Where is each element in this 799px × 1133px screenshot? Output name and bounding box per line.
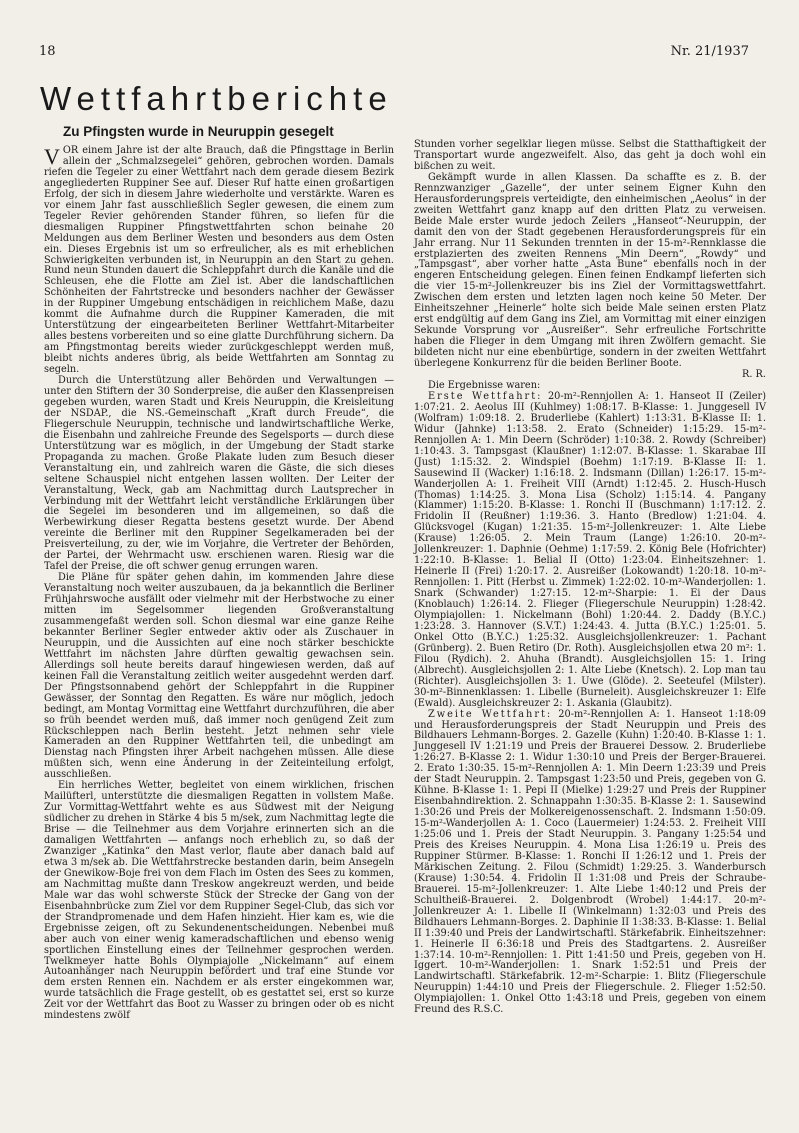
results-second-label: Zweite Wettfahrt: <box>428 708 553 720</box>
results-intro: Die Ergebnisse waren: <box>428 379 541 391</box>
results-first-label: Erste Wettfahrt: <box>428 390 543 402</box>
article-subhead: Zu Pfingsten wurde in Neuruppin gesegelt <box>63 124 334 139</box>
left-column <box>44 146 394 1022</box>
paragraph: Ein herrliches Wetter, begleitet von einem wirklichen, frischen Mailüfterl, unterstützte die diesmaligen Regatten in vollstem Maße. Zur Vormittag-Wettfahrt wehte es aus Südwest mit der Neigung südlicher zu drehen in Stärke 4 bis 5 m/sek, zum Nachmittag legte die Brise — die Teilnehmer aus dem Vorjahre erinnerten sich an die damaligen Wettfahrten — anfangs noch erheblich zu, so daß der Zwanziger „Katinka“ den Mast verlor, flaute aber danach bald auf etwa 3 m/sek ab. Die Wettfahrstrecke bestanden darin, beim Ansegeln der Gnewikow-Boje frei von dem Flach im Osten des Sees zu kommen, am Nachmittag mußte dann Treskow angekreuzt werden, und beide Male war das wohl schwerste Stück der Strecke der Gang von der Eisenbahnbrücke zum Ziel vor dem Ruppiner Segel-Club, das sich vor der Strandpromenade und dem Hafen hinzieht. Hier kam es, wie die Ergebnisse zeigen, oft zu Sekundenentscheidungen. Nebenbei muß aber auch von einer wenig kameradschaftlichen und ebenso wenig sportlichen Einstellung eines der Teilnehmer gesprochen werden. Twelkmeyer hatte Bohls Olympiajolle „Nickelmann“ auf einem Autoanhänger nach Neuruppin befördert und traf eine Stunde vor dem ersten Rennen ein. Nachdem er als erster eingekommen war, wurde tatsächlich die Frage gestellt, ob es gestattet sei, erst so kurze Zeit vor der Wettfahrt das Boot zu Wasser zu bringen oder ob es nicht mindestens zwölf <box>44 780 394 1022</box>
page-number: 18 <box>39 44 56 59</box>
section-headline: Wettfahrtberichte <box>40 80 393 117</box>
paragraph: Durch die Unterstützung aller Behörden und Verwaltungen — unter den Stiftern der 30 Sonderpreise, die außer den Klassenpreisen gegeben wurden, waren Stadt und Kreis Neuruppin, die Kreisleitung der NSDAP., die NS.-Gemeinschaft „Kraft durch Freude“, die Fliegerschule Neuruppin, technische und landwirtschaftliche Werke, die Eisenbahn und zahlreiche Freunde des Segelsports — durch diese Unterstützung war es möglich, in der Umgebung der Stadt starke Propaganda zu machen. Große Plakate luden zum Besuch dieser Veranstaltung ein, und zahlreich waren die Gäste, die sich dieses seltene Schauspiel nicht entgehen lassen wollten. Der Leiter der Veranstaltung, Weck, gab am Nachmittag durch Lautsprecher in Verbindung mit der Wettfahrt leicht verständliche Erklärungen über die Segelei im besonderen und im allgemeinen, so daß die Werbewirkung dieser Regatta bestens gesetzt wurde. Der Abend vereinte die Berliner mit den Ruppiner Segelkameraden bei der Preisverteilung, zu der, wie im Vorjahre, die Vertreter der Behörden, der Partei, der Wehrmacht usw. erschienen waren. Riesig war die Tafel der Preise, die oft schwer genug errungen waren. <box>44 375 394 573</box>
paragraph: VOR einem Jahre ist der alte Brauch, daß die Pfingsttage in Berlin allein der „Schmalzsegelei“ gehören, gebrochen worden. Damals riefen die Tegeler zu einer Wettfahrt nach dem gerade diesem Bezirk angegliederten Ruppiner See auf. Dieser Ruf hatte einen großartigen Erfolg, der sich in diesem Jahre wiederholte und verstärkte. Waren es vor einem Jahr fast ausschließlich Segler gewesen, die einem zum Tegeler Revier gehörenden Stander führen, so liefen für die diesmaligen Ruppiner Pfingstwettfahrten schon beinahe 20 Meldungen aus dem Berliner Westen und besonders aus dem Osten ein. Dieses Ergebnis ist um so erfreulicher, als es mit erheblichen Schwierigkeiten verbunden ist, in Neuruppin an den Start zu gehen. Rund neun Stunden dauert die Schleppfahrt durch die Kanäle und die Schleusen, ehe die Flotte am Ziel ist. Aber die landschaftlichen Schönheiten der Fahrtstrecke und besonders nachher der Gewässer in der Ruppiner Umgebung entschädigen in reichlichem Maße, dazu kommt die Aufnahme durch die Ruppiner Kameraden, die mit Unterstützung der eingearbeiteten Berliner Wettfahrt-Mitarbeiter alles bestens vorbereiten und so eine glatte Durchführung sichern. Da am Pfingstmontag bereits wieder zurückgeschleppt werden muß, bleibt nichts anderes übrig, als beide Wettfahrten am Sonntag zu segeln. <box>44 144 394 376</box>
paragraph: Stunden vorher segelklar liegen müsse. Selbst die Statthaftigkeit der Transportart wurde angezweifelt. Also, das geht ja doch wohl ein bißchen zu weit. <box>414 139 766 172</box>
issue-number: Nr. 21/1937 <box>670 44 749 59</box>
results-second-text: 20-m²-Rennjollen A: 1. Hanseot 1:18:09 und Herausforderungspreis der Stadt Neuruppin und Preis des Bildhauers Lehmann-Borges. 2. Gazelle (Kuhn) 1:20:40. B-Klasse 1: 1. Junggesell IV 1:21:19 und Preis der Brauerei Dessow. 2. Bruderliebe 1:26:27. B-Klasse 2: 1. Widur 1:30:10 und Preis der Berger-Brauerei. 2. Erato 1:30:35. 15-m²-Rennjollen A: 1. Min Deern 1:23:39 und Preis der Stadt Neuruppin. 2. Tampsgast 1:23:50 und Preis, gegeben von G. Kühne. B-Klasse 1: 1. Pepi II (Mielke) 1:29:27 und Preis der Ruppiner Eisenbahndirektion. 2. Schnappahn 1:30:35. B-Klasse 2: 1. Sausewind 1:30:26 und Preis der Molkereigenossenschaft. 2. Indsmann 1:50:09. 15-m²-Wanderjollen A: 1. Coco (Lauermeier) 1:24:53. 2. Freiheit VIII 1:25:06 und 1. Preis der Stadt Neuruppin. 3. Pangany 1:25:54 und Preis des Kreises Neuruppin. 4. Mona Lisa 1:26:19 u. Preis des Ruppiner Stürmer. B-Klasse: 1. Ronchi II 1:26:12 und 1. Preis der Märkischen Zeitung. 2. Filou (Schmidt) 1:29:25. 3. Wanderbursch (Krause) 1:30:54. 4. Fridolin II 1:31:08 und Preis der Schraube-Brauerei. 15-m²-Jollenkreuzer: 1. Alte Liebe 1:40:12 und Preis der Schultheiß-Brauerei. 2. Dolgenbrodt (Wrobel) 1:44:17. 20-m²-Jollenkreuzer A: 1. Libelle II (Winkelmann) 1:32:03 und Preis des Bildhauers Lehmann-Borges. 2. Daphinie II 1:38:33. B-Klasse: 1. Belial II 1:39:40 und Preis der Landwirtschaftl. Stärkefabrik. Einheitszehner: 1. Heinerle II 6:36:18 und Preis des Stadtgartens. 2. Ausreißer 1:37:14. 10-m²-Rennjollen: 1. Pitt 1:41:50 und Preis, gegeben von H. Iggert. 10-m²-Wanderjollen: 1. Snark 1:52:51 und Preis der Landwirtschaftl. Stärkefabrik. 12-m²-Scharpie: 1. Blitz (Fliegerschule Neuruppin) 1:44:10 und Preis der Fliegerschule. 2. Flieger 1:52:50. Olympiajollen: 1. Onkel Otto 1:43:18 und Preis, gegeben von einem Freund des R.S.C. <box>414 708 766 1016</box>
author-signature: R. R. <box>742 369 766 381</box>
paragraph: Die Pläne für später gehen dahin, im kommenden Jahre diese Veranstaltung noch weiter auszubauen, da ja bekanntlich die Berliner Frühjahrswoche ausfällt oder vielmehr mit der Herbstwoche zu einer mitten im Segelsommer liegenden Großveranstaltung zusammengefaßt werden soll. Schon diesmal war eine ganze Reihe bekannter Berliner Segler entweder aktiv oder als Zuschauer in Neuruppin, und die Aussichten auf eine noch stärker beschickte Wettfahrt im nächsten Jahre dürften gewaltig gewachsen sein. Allerdings soll heute bereits darauf hingewiesen werden, daß auf keinen Fall die Veranstaltung zeitlich weiter ausgedehnt werden darf. Der Pfingstsonnabend gehört der Schleppfahrt in die Ruppiner Gewässer, der Sonntag den Regatten. Es wäre nur möglich, jedoch bedingt, am Montag Vormittag eine Wettfahrt durchzuführen, die aber so früh beendet werden muß, daß immer noch genügend Zeit zum Rückschleppen nach Berlin besteht. Jetzt nehmen sehr viele Kameraden an den Ruppiner Wettfahrten teil, die unbedingt am Dienstag nach Pfingsten ihrer Arbeit nachgehen müssen. Alle diese müßten sich, wenn eine Änderung in der Zeiteinteilung erfolgt, ausschließen. <box>44 572 394 781</box>
right-column <box>414 140 766 1016</box>
paragraph: Gekämpft wurde in allen Klassen. Da schaffte es z. B. der Rennzwanziger „Gazelle“, der unter seinem Eigner Kuhn den Herausforderungspreis verteidigte, den einheimischen „Aeolus“ in der zweiten Wettfahrt ganz knapp auf den dritten Platz zu verweisen. Beide Male erster wurde jedoch Zeilers „Hanseot“-Neuruppin, der damit den von der Stadt gegebenen Herausforderungspreis für ein Jahr errang. Nur 11 Sekunden trennten in der 15-m²-Rennklasse die erstplazierten des zweiten Rennens „Min Deern“, „Rowdy“ und „Tampsgast“, aber vorher hatte „Asta Bune“ ebenfalls noch in der engeren Entscheidung gelegen. Einen feinen Endkampf lieferten sich die vier 15-m²-Jollenkreuzer bis ins Ziel der Vormittagswettfahrt. Zwischen dem ersten und letzten lagen noch keine 50 Meter. Der Einheitszehner „Heinerle“ holte sich beide Male seinen ersten Platz erst endgültig auf dem Gang ins Ziel, am Vormittag mit einer einzigen Sekunde Vorsprung vor „Ausreißer“. Sehr erfreuliche Fortschritte haben die Flieger in dem Umgang mit ihren Zwölfern gemacht. Sie bildeten nicht nur eine ebenbürtige, sondern in der zweiten Wettfahrt überlegene Konkurrenz für die beiden Berliner Boote. <box>414 171 766 370</box>
results-second-race <box>414 710 766 1017</box>
dropcap: V <box>44 144 60 169</box>
results-first-race <box>414 392 766 710</box>
results-first-text: 20-m²-Rennjollen A: 1. Hanseot II (Zeiler) 1:07:21. 2. Aeolus III (Kuhlmey) 1:08:17. B-Klasse: 1. Junggesell IV (Wolfram) 1:09:18. 2. Bruderliebe (Kahlert) 1:13:31. B-Klasse II: 1. Widur (Jahnke) 1:13:58. 2. Erato (Schneider) 1:15:29. 15-m²-Rennjollen A: 1. Min Deern (Schröder) 1:10:38. 2. Rowdy (Schreiber) 1:10:43. 3. Tampsgast (Klaußner) 1:12:07. B-Klasse: 1. Skarabae III (Just) 1:15:32. 2. Windspiel (Boehm) 1:17:19. B-Klasse II: 1. Sausewind II (Wacker) 1:16:18. 2. Indsmann (Dillan) 1:26:17. 15-m²-Wanderjollen A: 1. Freiheit VIII (Arndt) 1:12:45. 2. Husch-Husch (Thomas) 1:14:25. 3. Mona Lisa (Scholz) 1:15:14. 4. Pangany (Klammer) 1:15:20. B-Klasse: 1. Ronchi II (Buschmann) 1:17:12. 2. Fridolin II (Reußner) 1:19:36. 3. Hanto (Bredlow) 1:21:04. 4. Glücksvogel (Kugan) 1:21:35. 15-m²-Jollenkreuzer: 1. Alte Liebe (Krause) 1:26:05. 2. Mein Traum (Lange) 1:26:10. 20-m²-Jollenkreuzer: 1. Daphnie (Oehme) 1:17:59. 2. König Bele (Hofrichter) 1:22:10. B-Klasse: 1. Belial II (Otto) 1:23:04. Einheitszehner: 1. Heinerle II (Frei) 1:20:17. 2. Ausreißer (Lokowandt) 1:20:18. 10-m²-Rennjollen: 1. Pitt (Herbst u. Zimmek) 1:22:02. 10-m²-Wanderjollen: 1. Snark (Schwander) 1:27:15. 12-m²-Sharpie: 1. Ei der Daus (Knoblauch) 1:26:14. 2. Flieger (Fliegerschule Neuruppin) 1:28:42. Olympiajollen: 1. Nickelmann (Bohl) 1:20:44. 2. Daddy (B.Y.C.) 1:23:28. 3. Hannover (S.V.T.) 1:24:43. 4. Jutta (B.Y.C.) 1:25:01. 5. Onkel Otto (B.Y.C.) 1:25:32. Ausgleichsjollenkreuzer: 1. Pachant (Grünberg). 2. Buen Retiro (Dr. Roth). Ausgleichsjollen etwa 20 m²: 1. Filou (Rydich). 2. Ahuha (Brandt). Ausgleichsjollen 15: 1. Iring (Albrecht). Ausgleichsjollen 2: 1. Alte Liebe (Knetsch). 2. Lop man tau (Richter). Ausgleichsjollen 3: 1. Uwe (Glöde). 2. Seeteufel (Milster). 30-m²-Binnenklassen: 1. Libelle (Burneleit). Ausgleichskreuzer 1: Elfe (Ewald). Ausgleichskreuzer 2: 1. Askania (Glaubitz). <box>414 390 766 709</box>
